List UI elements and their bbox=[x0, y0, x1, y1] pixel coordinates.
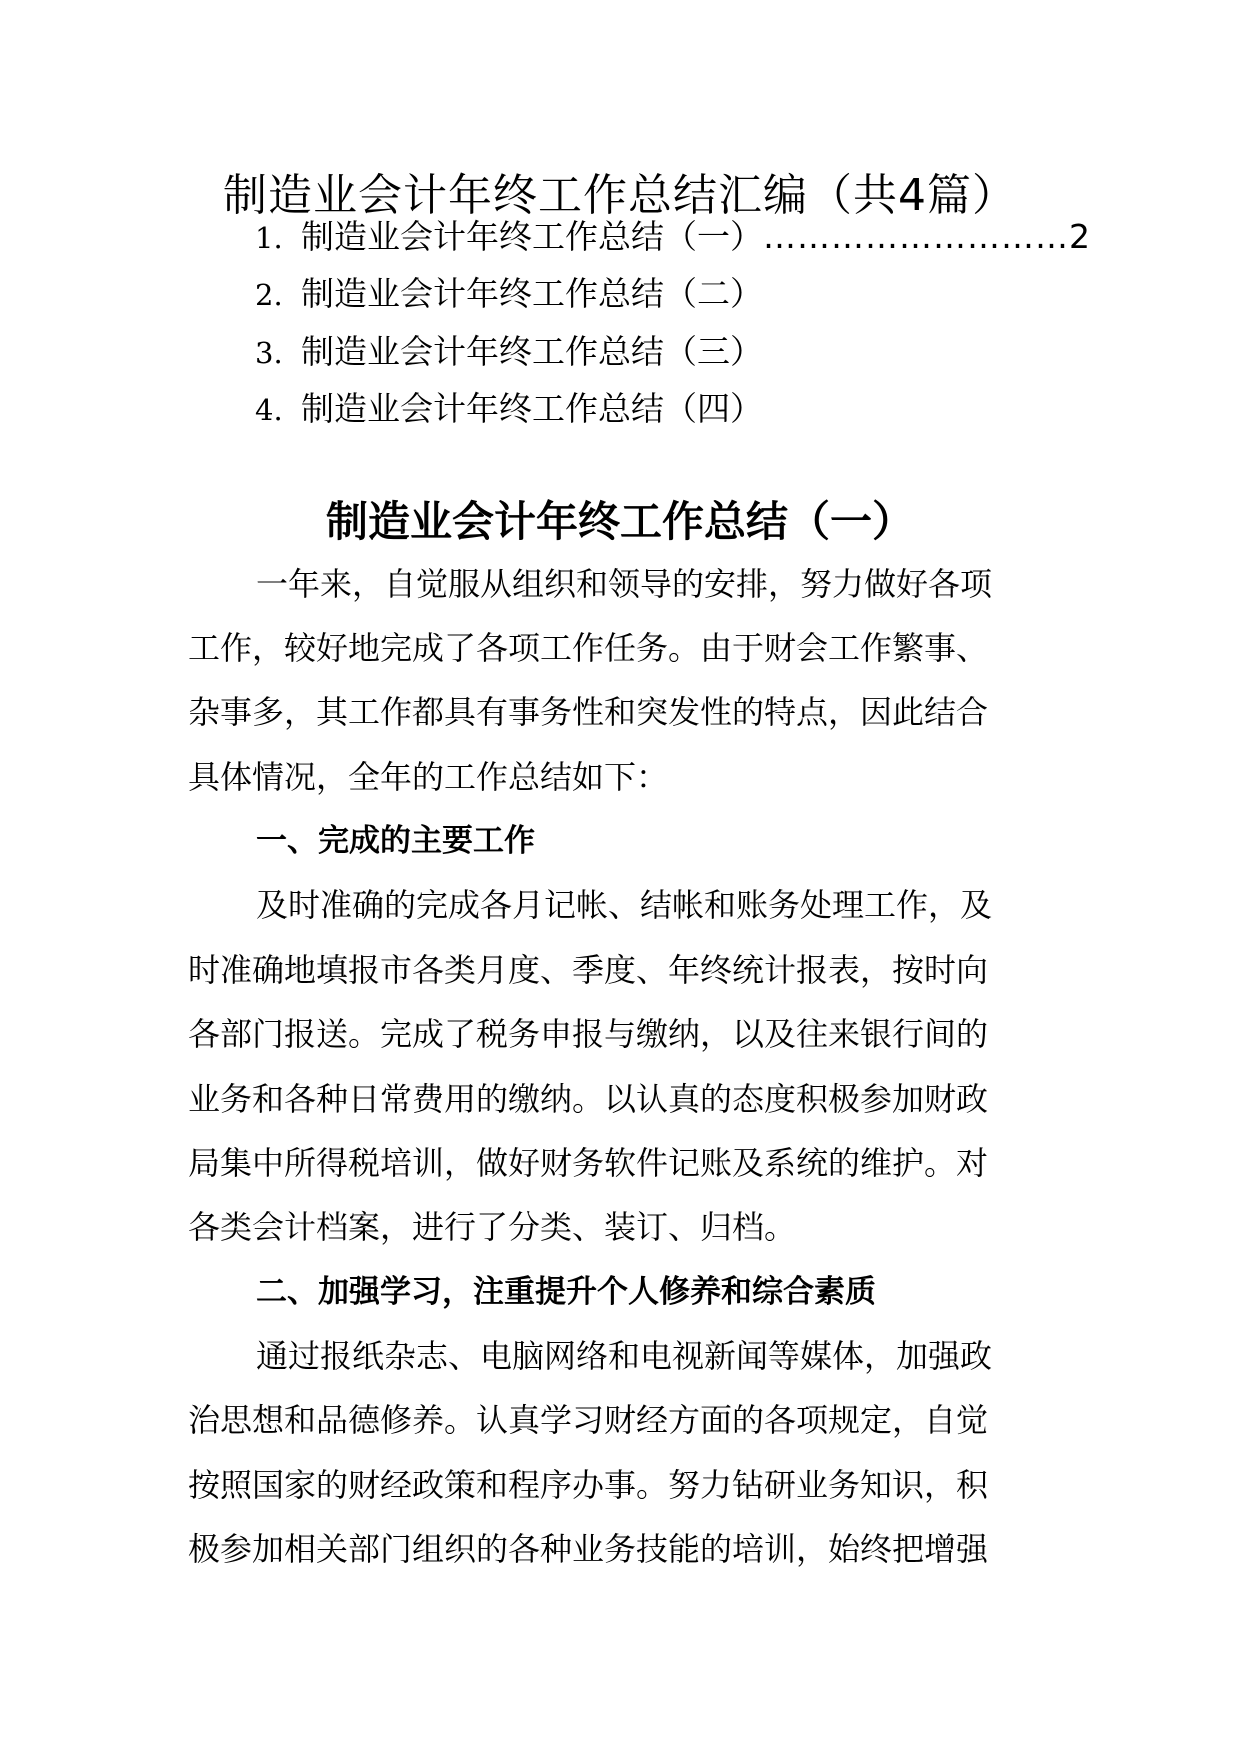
paragraph-line: 极参加相关部门组织的各种业务技能的培训，始终把增强 bbox=[188, 1530, 989, 1568]
toc-item-1[interactable] bbox=[255, 215, 1090, 260]
paragraph-line: 一年来，自觉服从组织和领导的安排，努力做好各项 bbox=[256, 565, 993, 603]
toc-number: 3. bbox=[255, 336, 283, 370]
toc-leader-dots: ……………………… bbox=[763, 217, 1069, 256]
toc-number: 4. bbox=[255, 393, 283, 427]
toc-page-number: 2 bbox=[1069, 217, 1090, 256]
paragraph-line: 具体情况，全年的工作总结如下： bbox=[188, 758, 669, 796]
sub-heading-1: 一、完成的主要工作 bbox=[256, 823, 535, 859]
paragraph-line: 治思想和品德修养。认真学习财经方面的各项规定，自觉 bbox=[188, 1401, 989, 1439]
paragraph-line: 各类会计档案，进行了分类、装订、归档。 bbox=[188, 1208, 797, 1246]
toc-item-4[interactable] bbox=[255, 387, 1055, 432]
toc-label: 制造业会计年终工作总结（二） bbox=[301, 274, 763, 313]
paragraph-line: 时准确地填报市各类月度、季度、年终统计报表，按时向 bbox=[188, 951, 989, 989]
section-title: 制造业会计年终工作总结（一） bbox=[325, 497, 914, 546]
paragraph-line: 业务和各种日常费用的缴纳。以认真的态度积极参加财政 bbox=[188, 1080, 989, 1118]
toc-number: 1. bbox=[255, 221, 283, 255]
toc-item-3[interactable] bbox=[255, 330, 1055, 375]
sub-heading-2: 二、加强学习，注重提升个人修养和综合素质 bbox=[256, 1274, 876, 1310]
toc-label: 制造业会计年终工作总结（一） bbox=[301, 217, 763, 256]
paragraph-line: 杂事多，其工作都具有事务性和突发性的特点，因此结合 bbox=[188, 693, 989, 731]
document-title: 制造业会计年终工作总结汇编（共4篇） bbox=[223, 170, 1017, 221]
paragraph-line: 通过报纸杂志、电脑网络和电视新闻等媒体，加强政 bbox=[256, 1337, 993, 1375]
toc-number: 2. bbox=[255, 278, 283, 312]
toc-label: 制造业会计年终工作总结（三） bbox=[301, 332, 763, 371]
toc-label: 制造业会计年终工作总结（四） bbox=[301, 389, 763, 428]
toc-item-2[interactable] bbox=[255, 272, 1055, 317]
paragraph-line: 工作，较好地完成了各项工作任务。由于财会工作繁事、 bbox=[188, 629, 989, 667]
paragraph-line: 局集中所得税培训，做好财务软件记账及系统的维护。对 bbox=[188, 1144, 989, 1182]
paragraph-line: 各部门报送。完成了税务申报与缴纳，以及往来银行间的 bbox=[188, 1015, 989, 1053]
paragraph-line: 按照国家的财经政策和程序办事。努力钻研业务知识，积 bbox=[188, 1466, 989, 1504]
paragraph-line: 及时准确的完成各月记帐、结帐和账务处理工作，及 bbox=[256, 886, 993, 924]
